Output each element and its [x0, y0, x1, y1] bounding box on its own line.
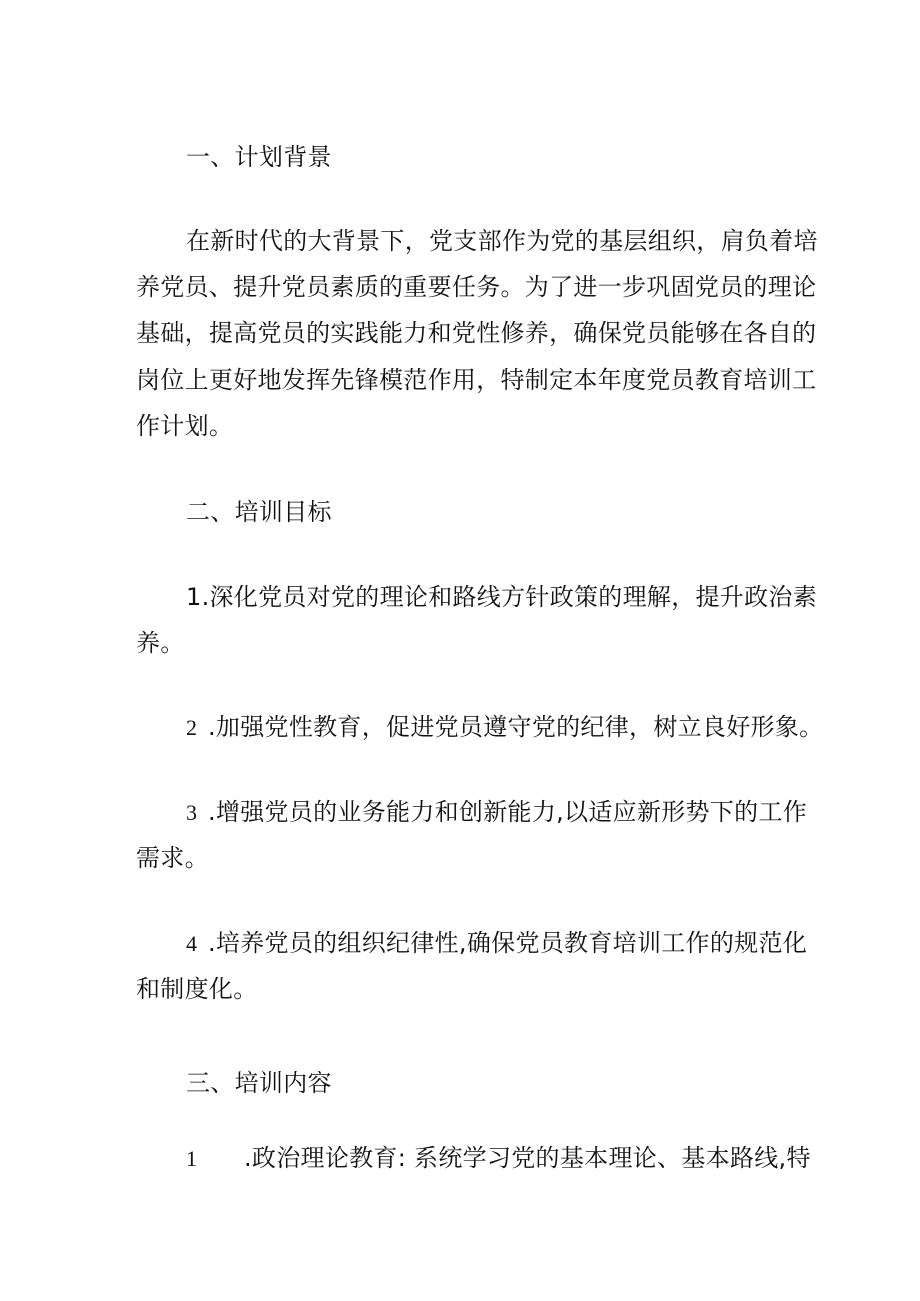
list-item-text: .深化党员对党的理论和路线方针政策的理解，提升政治素 [201, 583, 818, 611]
list-item-continuation: 养。 [136, 629, 185, 657]
list-item-number: 1 [186, 1146, 198, 1171]
list-item-number: 4 [186, 931, 198, 956]
list-item-number: 1 [186, 583, 202, 611]
list-item-text: .增强党员的业务能力和创新能力,以适应新形势下的工作 [208, 798, 808, 826]
list-item-text: .加强党性教育，促进党员遵守党的纪律，树立良好形象。 [208, 713, 824, 741]
paragraph-line: 作计划。 [136, 412, 234, 440]
list-item-number: 3 [186, 800, 198, 825]
section-heading: 二、培训目标 [186, 498, 332, 526]
list-item-text: .政治理论教育: 系统学习党的基本理论、基本路线,特 [244, 1144, 811, 1172]
list-item [186, 1143, 811, 1174]
list-item-number: 2 [186, 715, 198, 740]
section-heading: 三、培训内容 [186, 1069, 332, 1097]
section-heading: 一、计划背景 [186, 143, 332, 171]
paragraph-line: 基础，提高党员的实践能力和党性修养，确保党员能够在各自的 [136, 319, 817, 347]
paragraph-line: 养党员、提升党员素质的重要任务。为了进一步巩固党员的理论 [136, 273, 817, 301]
list-item [186, 797, 807, 828]
list-item [186, 928, 807, 959]
list-item-continuation: 和制度化。 [136, 975, 258, 1003]
paragraph-line: 在新时代的大背景下，党支部作为党的基层组织，肩负着培 [186, 227, 818, 255]
list-item [186, 712, 823, 743]
list-item-continuation: 需求。 [136, 844, 209, 872]
list-item-text: .培养党员的组织纪律性,确保党员教育培训工作的规范化 [208, 929, 808, 957]
list-item [186, 582, 817, 612]
paragraph-line: 岗位上更好地发挥先锋模范作用，特制定本年度党员教育培训工 [136, 366, 817, 394]
